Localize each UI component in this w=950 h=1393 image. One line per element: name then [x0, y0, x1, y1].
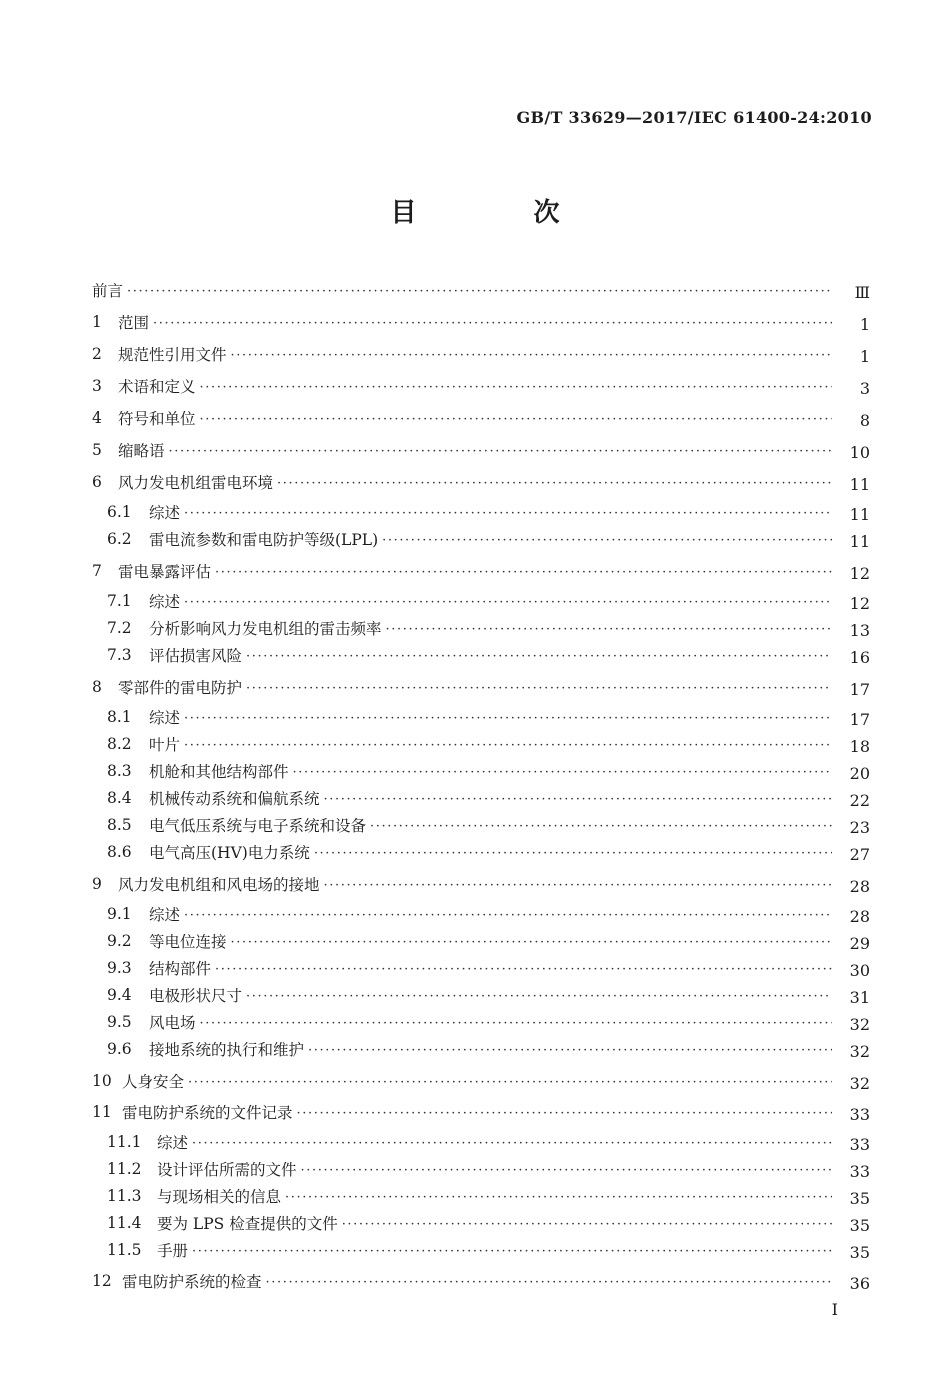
toc-entry[interactable] [0, 929, 838, 953]
toc-entry-number: 6 [92, 473, 102, 491]
toc-entry-page: 27 [849, 845, 870, 864]
toc-entry-page: 35 [849, 1243, 870, 1262]
leader-dots [342, 1217, 832, 1232]
toc-entry[interactable] [0, 1037, 838, 1061]
leader-dots [324, 792, 832, 807]
toc-entry-page: 28 [849, 877, 870, 896]
toc-entry-page: 12 [849, 594, 870, 613]
leader-dots [231, 935, 832, 950]
toc-entry-title: 机械传动系统和偏航系统 [149, 790, 320, 808]
leader-dots [277, 476, 832, 491]
toc-entry[interactable] [0, 1130, 838, 1154]
toc-entry-page: 31 [849, 988, 870, 1007]
toc-entry-page: 11 [849, 475, 870, 494]
toc-entry[interactable] [0, 616, 838, 640]
toc-entry-title: 前言 [92, 282, 124, 300]
leader-dots [192, 1244, 832, 1259]
toc-entry-title: 与现场相关的信息 [157, 1188, 282, 1206]
toc-entry-title: 结构部件 [149, 960, 212, 978]
toc-entry-number: 11.4 [107, 1214, 142, 1232]
toc-entry-number: 8 [92, 678, 102, 696]
toc-entry-page: 33 [849, 1135, 870, 1154]
toc-entry[interactable] [0, 406, 838, 430]
toc-entry-number: 7.3 [107, 646, 132, 664]
toc-entry-page: 16 [849, 648, 870, 667]
toc-entry-number: 8.3 [107, 762, 132, 780]
leader-dots [382, 533, 832, 548]
leader-dots [285, 1190, 832, 1205]
toc-entry-title: 评估损害风险 [149, 647, 243, 665]
toc-entry-page: 33 [849, 1162, 870, 1181]
toc-entry-title: 电极形状尺寸 [149, 987, 243, 1005]
toc-entry-title: 风电场 [149, 1014, 196, 1032]
toc-entry-title: 符号和单位 [118, 410, 196, 428]
toc-entry-title: 综述 [149, 906, 181, 924]
leader-dots [246, 989, 832, 1004]
toc-entry[interactable] [0, 310, 838, 334]
leader-dots [215, 962, 832, 977]
toc-entry[interactable] [0, 902, 838, 926]
toc-entry-title: 范围 [118, 314, 150, 332]
toc-entry[interactable] [0, 500, 838, 524]
toc-entry-number: 10 [92, 1072, 112, 1090]
leader-dots [184, 506, 832, 521]
leader-dots [297, 1106, 832, 1121]
toc-entry-page: 17 [849, 680, 870, 699]
toc-entry-page: 32 [849, 1042, 870, 1061]
toc-entry-number: 9.4 [107, 986, 132, 1004]
toc-entry-title: 雷电防护系统的检查 [122, 1273, 262, 1291]
toc-entry-page: 11 [849, 532, 870, 551]
toc-entry-page: 1 [859, 347, 870, 366]
toc-entry[interactable] [0, 278, 838, 302]
toc-entry-number: 9.2 [107, 932, 132, 950]
toc-entry-number: 9.6 [107, 1040, 132, 1058]
toc-entry[interactable] [0, 759, 838, 783]
toc-entry-number: 11.5 [107, 1241, 142, 1259]
toc-entry-title: 分析影响风力发电机组的雷击频率 [149, 620, 382, 638]
toc-entry-number: 12 [92, 1272, 112, 1290]
leader-dots [153, 316, 832, 331]
toc-entry-page: 17 [849, 710, 870, 729]
toc-entry-page: 22 [849, 791, 870, 810]
toc-entry-number: 9 [92, 875, 102, 893]
toc-entry-title: 电气高压(HV)电力系统 [149, 844, 310, 862]
toc-entry-title: 规范性引用文件 [118, 346, 227, 364]
toc-entry-number: 11.2 [107, 1160, 142, 1178]
toc-entry-title: 电气低压系统与电子系统和设备 [149, 817, 367, 835]
toc-entry-number: 8.2 [107, 735, 132, 753]
leader-dots [200, 1016, 832, 1031]
toc-entry[interactable] [0, 1157, 838, 1181]
leader-dots [215, 565, 832, 580]
toc-entry-number: 3 [92, 377, 102, 395]
toc-entry[interactable] [0, 374, 838, 398]
toc-entry-page: 11 [849, 505, 870, 524]
toc-entry-title: 机舱和其他结构部件 [149, 763, 289, 781]
leader-dots [192, 1136, 832, 1151]
toc-entry-page: 12 [849, 564, 870, 583]
page-folio: I [831, 1300, 838, 1319]
toc-entry-page: 33 [849, 1105, 870, 1124]
toc-entry[interactable] [0, 983, 838, 1007]
toc-entry-page: 32 [849, 1015, 870, 1034]
toc-entry-number: 6.2 [107, 530, 132, 548]
toc-entry[interactable] [0, 840, 838, 864]
toc-entry[interactable] [0, 705, 838, 729]
toc-entry-number: 1 [92, 313, 102, 331]
toc-entry-page: 35 [849, 1189, 870, 1208]
toc-entry-title: 雷电防护系统的文件记录 [122, 1104, 293, 1122]
toc-entry[interactable] [0, 342, 838, 366]
toc-entry-number: 6.1 [107, 503, 132, 521]
leader-dots [308, 1043, 832, 1058]
toc-entry[interactable] [0, 1069, 838, 1093]
toc-entry-number: 2 [92, 345, 102, 363]
leader-dots [266, 1275, 832, 1290]
toc-entry-page: Ⅲ [854, 283, 870, 302]
toc-entry-number: 7.2 [107, 619, 132, 637]
toc-entry-page: 8 [859, 411, 870, 430]
leader-dots [184, 711, 832, 726]
toc-entry-page: 36 [849, 1274, 870, 1293]
toc-entry[interactable] [0, 1211, 838, 1235]
leader-dots [314, 846, 832, 861]
toc-entry-title: 风力发电机组雷电环境 [118, 474, 274, 492]
toc-entry-page: 28 [849, 907, 870, 926]
toc-entry-page: 1 [859, 315, 870, 334]
toc-entry[interactable] [0, 675, 838, 699]
toc-entry-page: 20 [849, 764, 870, 783]
leader-dots [200, 380, 832, 395]
page-title: 目 次 [390, 198, 614, 228]
toc-entry[interactable] [0, 1010, 838, 1034]
toc-entry-number: 8.1 [107, 708, 132, 726]
toc-entry-number: 9.3 [107, 959, 132, 977]
toc-entry[interactable] [0, 1100, 838, 1124]
toc-entry-number: 8.6 [107, 843, 132, 861]
toc-entry-number: 8.4 [107, 789, 132, 807]
leader-dots [127, 284, 832, 299]
toc-entry-page: 13 [849, 621, 870, 640]
toc-entry[interactable] [0, 527, 838, 551]
toc-entry-title: 叶片 [149, 736, 181, 754]
toc-entry-title: 人身安全 [122, 1073, 185, 1091]
toc-entry-title: 零部件的雷电防护 [118, 679, 243, 697]
toc-entry-number: 7 [92, 562, 102, 580]
toc-entry[interactable] [0, 438, 838, 462]
toc-entry-title: 等电位连接 [149, 933, 227, 951]
toc-entry[interactable] [0, 589, 838, 613]
toc-entry[interactable] [0, 470, 838, 494]
toc-entry-number: 11.3 [107, 1187, 142, 1205]
toc-entry[interactable] [0, 1269, 838, 1293]
toc-entry[interactable] [0, 872, 838, 896]
toc-entry-page: 23 [849, 818, 870, 837]
toc-entry[interactable] [0, 956, 838, 980]
leader-dots [188, 1075, 832, 1090]
leader-dots [184, 908, 832, 923]
toc-entry-number: 4 [92, 409, 102, 427]
leader-dots [200, 412, 832, 427]
leader-dots [246, 681, 832, 696]
toc-entry[interactable] [0, 1238, 838, 1262]
toc-entry-title: 雷电流参数和雷电防护等级(LPL) [149, 531, 379, 549]
leader-dots [246, 649, 832, 664]
toc-entry-title: 接地系统的执行和维护 [149, 1041, 305, 1059]
leader-dots [324, 878, 832, 893]
toc-entry[interactable] [0, 786, 838, 810]
toc-entry-page: 32 [849, 1074, 870, 1093]
toc-entry-page: 3 [859, 379, 870, 398]
standard-number: GB/T 33629—2017/IEC 61400-24:2010 [516, 108, 872, 127]
toc-entry[interactable] [0, 559, 838, 583]
leader-dots [231, 348, 832, 363]
toc-entry[interactable] [0, 643, 838, 667]
leader-dots [184, 738, 832, 753]
toc-entry-title: 缩略语 [118, 442, 165, 460]
toc-entry-number: 9.5 [107, 1013, 132, 1031]
toc-entry-page: 18 [849, 737, 870, 756]
toc-entry[interactable] [0, 1184, 838, 1208]
toc-entry-title: 雷电暴露评估 [118, 563, 212, 581]
toc-entry-title: 综述 [149, 709, 181, 727]
toc-entry-title: 风力发电机组和风电场的接地 [118, 876, 320, 894]
toc-entry[interactable] [0, 813, 838, 837]
toc-entry-title: 手册 [157, 1242, 189, 1260]
toc-entry-page: 35 [849, 1216, 870, 1235]
toc-entry-number: 9.1 [107, 905, 132, 923]
leader-dots [301, 1163, 832, 1178]
toc-entry[interactable] [0, 732, 838, 756]
toc-entry-title: 设计评估所需的文件 [157, 1161, 297, 1179]
toc-entry-number: 7.1 [107, 592, 132, 610]
toc-entry-number: 5 [92, 441, 102, 459]
toc-entry-page: 29 [849, 934, 870, 953]
toc-entry-title: 综述 [149, 593, 181, 611]
leader-dots [386, 622, 832, 637]
leader-dots [184, 595, 832, 610]
toc-entry-number: 11.1 [107, 1133, 142, 1151]
toc-entry-title: 要为 LPS 检查提供的文件 [157, 1215, 338, 1233]
leader-dots [293, 765, 832, 780]
toc-entry-page: 30 [849, 961, 870, 980]
toc-entry-number: 8.5 [107, 816, 132, 834]
toc-entry-number: 11 [92, 1103, 112, 1121]
leader-dots [169, 444, 832, 459]
toc-entry-page: 10 [849, 443, 870, 462]
leader-dots [370, 819, 832, 834]
toc-entry-title: 术语和定义 [118, 378, 196, 396]
toc-entry-title: 综述 [157, 1134, 189, 1152]
toc-entry-title: 综述 [149, 504, 181, 522]
